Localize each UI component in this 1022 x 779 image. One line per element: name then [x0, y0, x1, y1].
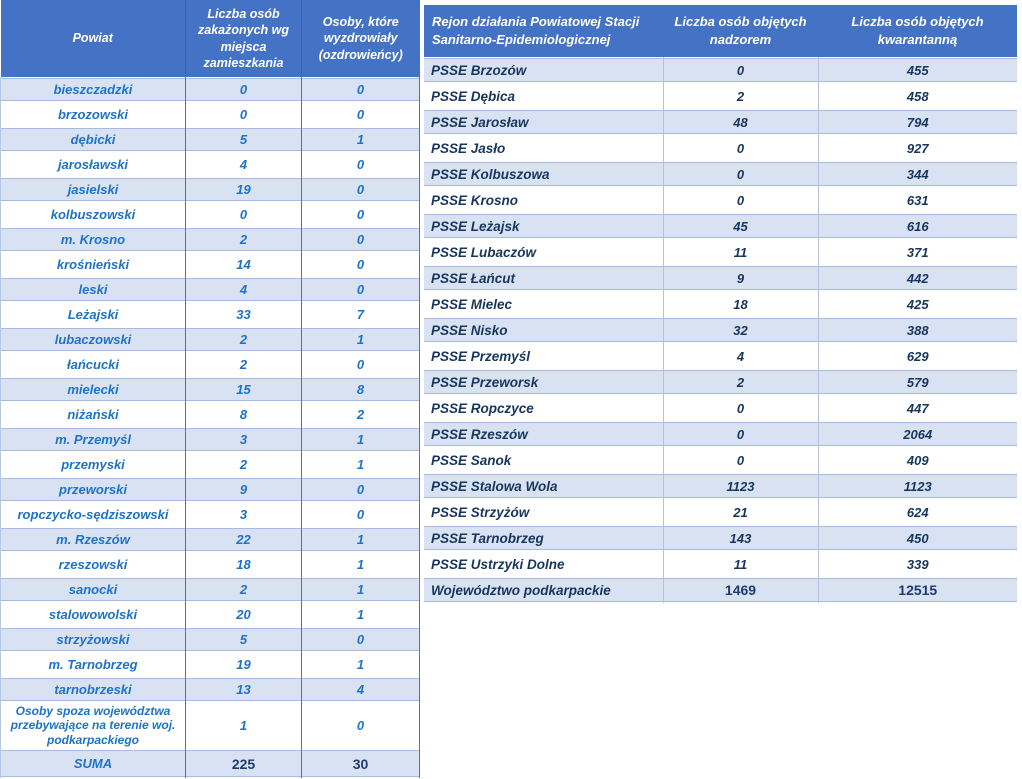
psse-table: [424, 5, 1017, 603]
suma-label: SUMA: [1, 749, 186, 778]
psse-region-name: PSSE Ropczyce: [424, 395, 663, 421]
recovered-count: 1: [302, 127, 420, 152]
supervision-count: 45: [663, 213, 818, 239]
table-row: [424, 369, 1017, 395]
psse-region-name: PSSE Ustrzyki Dolne: [424, 551, 663, 577]
psse-region-name: PSSE Dębica: [424, 83, 663, 109]
quarantine-count: 1123: [818, 473, 1017, 499]
infected-count: 9: [186, 477, 302, 502]
table-row: [1, 152, 420, 177]
recovered-count: 0: [302, 502, 420, 527]
header-psse-region: Rejon działania Powiatowej Stacji Sanitarno-Epidemiologicznej: [424, 5, 663, 57]
supervision-count: 0: [663, 421, 818, 447]
table-row: [424, 135, 1017, 161]
psse-region-name: PSSE Przeworsk: [424, 369, 663, 395]
supervision-count: 0: [663, 395, 818, 421]
recovered-count: 0: [302, 477, 420, 502]
table-row: [424, 83, 1017, 109]
recovered-count: 1: [302, 577, 420, 602]
powiat-name: brzozowski: [1, 102, 186, 127]
psse-region-name: PSSE Jasło: [424, 135, 663, 161]
powiat-name: przemyski: [1, 452, 186, 477]
table-row: [424, 161, 1017, 187]
table-row: [424, 473, 1017, 499]
powiat-name: przeworski: [1, 477, 186, 502]
supervision-count: 0: [663, 57, 818, 83]
powiat-name: strzyżowski: [1, 627, 186, 652]
powiat-name: sanocki: [1, 577, 186, 602]
quarantine-count: 927: [818, 135, 1017, 161]
supervision-count: 9: [663, 265, 818, 291]
infected-count: 2: [186, 577, 302, 602]
infected-count: 15: [186, 377, 302, 402]
infected-count: 8: [186, 402, 302, 427]
table-row: [1, 227, 420, 252]
psse-table-header: [424, 5, 1017, 57]
table-row-voivodeship-total: [424, 577, 1017, 603]
psse-region-name: PSSE Przemyśl: [424, 343, 663, 369]
quarantine-count: 458: [818, 83, 1017, 109]
powiat-table-header: [1, 0, 420, 77]
recovered-count: 0: [302, 202, 420, 227]
supervision-count: 48: [663, 109, 818, 135]
header-powiat: Powiat: [1, 0, 186, 77]
table-row: [1, 652, 420, 677]
table-row: [424, 265, 1017, 291]
supervision-count: 11: [663, 239, 818, 265]
powiat-name: krośnieński: [1, 252, 186, 277]
quarantine-count: 344: [818, 161, 1017, 187]
powiat-name: mielecki: [1, 377, 186, 402]
quarantine-count: 579: [818, 369, 1017, 395]
powiat-name: stalowowolski: [1, 602, 186, 627]
quarantine-count: 450: [818, 525, 1017, 551]
table-row: [424, 317, 1017, 343]
supervision-total: 1469: [663, 577, 818, 603]
psse-region-name: PSSE Tarnobrzeg: [424, 525, 663, 551]
recovered-count: 0: [302, 352, 420, 377]
powiat-name: lubaczowski: [1, 327, 186, 352]
quarantine-count: 409: [818, 447, 1017, 473]
recovered-count: 0: [302, 152, 420, 177]
quarantine-count: 442: [818, 265, 1017, 291]
table-row: [1, 552, 420, 577]
psse-region-name: PSSE Kolbuszowa: [424, 161, 663, 187]
table-row: [424, 447, 1017, 473]
quarantine-count: 447: [818, 395, 1017, 421]
infected-count: 0: [186, 77, 302, 102]
supervision-count: 2: [663, 369, 818, 395]
table-row-suma: [1, 749, 420, 778]
infected-count: 2: [186, 452, 302, 477]
table-row: [1, 252, 420, 277]
table-row: [1, 577, 420, 602]
suma-infected-total: 225: [186, 749, 302, 778]
infected-count: 2: [186, 327, 302, 352]
table-row: [1, 502, 420, 527]
powiat-name: leski: [1, 277, 186, 302]
table-row: [424, 343, 1017, 369]
voivodeship-label: Województwo podkarpackie: [424, 577, 663, 603]
powiat-name: niżański: [1, 402, 186, 427]
supervision-count: 0: [663, 161, 818, 187]
psse-region-name: PSSE Lubaczów: [424, 239, 663, 265]
table-row: [1, 302, 420, 327]
recovered-count: 0: [302, 252, 420, 277]
quarantine-count: 631: [818, 187, 1017, 213]
quarantine-count: 339: [818, 551, 1017, 577]
infected-count: 1: [186, 702, 302, 749]
psse-region-name: PSSE Sanok: [424, 447, 663, 473]
recovered-count: 2: [302, 402, 420, 427]
header-supervision: Liczba osób objętych nadzorem: [663, 5, 818, 57]
recovered-count: 1: [302, 452, 420, 477]
recovered-count: 0: [302, 227, 420, 252]
table-row: [1, 202, 420, 227]
recovered-count: 4: [302, 677, 420, 702]
recovered-count: 1: [302, 327, 420, 352]
quarantine-count: 425: [818, 291, 1017, 317]
recovered-count: 1: [302, 602, 420, 627]
supervision-count: 143: [663, 525, 818, 551]
infected-count: 33: [186, 302, 302, 327]
recovered-count: 8: [302, 377, 420, 402]
table-row: [1, 402, 420, 427]
table-row: [1, 452, 420, 477]
recovered-count: 0: [302, 277, 420, 302]
supervision-count: 18: [663, 291, 818, 317]
supervision-count: 1123: [663, 473, 818, 499]
quarantine-total: 12515: [818, 577, 1017, 603]
infected-count: 5: [186, 127, 302, 152]
psse-region-name: PSSE Łańcut: [424, 265, 663, 291]
powiat-name: łańcucki: [1, 352, 186, 377]
recovered-count: 0: [302, 702, 420, 749]
table-row: [1, 127, 420, 152]
supervision-count: 4: [663, 343, 818, 369]
table-row: [1, 427, 420, 452]
table-row: [1, 177, 420, 202]
powiat-name: rzeszowski: [1, 552, 186, 577]
infected-count: 0: [186, 102, 302, 127]
powiat-name: m. Przemyśl: [1, 427, 186, 452]
infected-count: 18: [186, 552, 302, 577]
psse-region-name: PSSE Stalowa Wola: [424, 473, 663, 499]
recovered-count: 1: [302, 427, 420, 452]
quarantine-count: 794: [818, 109, 1017, 135]
header-recovered: Osoby, które wyzdrowiały (ozdrowieńcy): [302, 0, 420, 77]
recovered-count: 1: [302, 527, 420, 552]
powiat-name: Leżajski: [1, 302, 186, 327]
powiat-name: tarnobrzeski: [1, 677, 186, 702]
table-row: [1, 77, 420, 102]
supervision-count: 32: [663, 317, 818, 343]
table-row: [1, 102, 420, 127]
table-row: [1, 327, 420, 352]
psse-region-name: PSSE Mielec: [424, 291, 663, 317]
powiat-name: bieszczadzki: [1, 77, 186, 102]
psse-region-name: PSSE Nisko: [424, 317, 663, 343]
table-row: [424, 239, 1017, 265]
header-quarantine: Liczba osób objętych kwarantanną: [818, 5, 1017, 57]
header-infected: Liczba osób zakażonych wg miejsca zamieszkania: [186, 0, 302, 77]
table-row: [1, 352, 420, 377]
infected-count: 14: [186, 252, 302, 277]
powiat-name: kolbuszowski: [1, 202, 186, 227]
infected-count: 3: [186, 427, 302, 452]
powiat-name: dębicki: [1, 127, 186, 152]
supervision-count: 11: [663, 551, 818, 577]
supervision-count: 0: [663, 447, 818, 473]
infected-count: 19: [186, 652, 302, 677]
powiat-name: Osoby spoza województwa przebywające na terenie woj. podkarpackiego: [1, 702, 186, 749]
psse-region-name: PSSE Leżajsk: [424, 213, 663, 239]
recovered-count: 1: [302, 652, 420, 677]
quarantine-count: 455: [818, 57, 1017, 83]
infected-count: 2: [186, 352, 302, 377]
infected-count: 0: [186, 202, 302, 227]
psse-region-name: PSSE Krosno: [424, 187, 663, 213]
supervision-count: 0: [663, 187, 818, 213]
recovered-count: 0: [302, 177, 420, 202]
table-row: [424, 395, 1017, 421]
infected-count: 2: [186, 227, 302, 252]
table-row: [424, 499, 1017, 525]
table-row: [1, 527, 420, 552]
recovered-count: 0: [302, 77, 420, 102]
infected-count: 5: [186, 627, 302, 652]
powiat-name: ropczycko-sędziszowski: [1, 502, 186, 527]
table-row: [1, 677, 420, 702]
table-row: [424, 421, 1017, 447]
quarantine-count: 624: [818, 499, 1017, 525]
table-row: [424, 187, 1017, 213]
table-row: [1, 377, 420, 402]
infected-count: 3: [186, 502, 302, 527]
powiat-name: m. Tarnobrzeg: [1, 652, 186, 677]
powiat-name: jasielski: [1, 177, 186, 202]
powiat-name: m. Rzeszów: [1, 527, 186, 552]
recovered-count: 7: [302, 302, 420, 327]
supervision-count: 21: [663, 499, 818, 525]
table-row: [1, 277, 420, 302]
quarantine-count: 371: [818, 239, 1017, 265]
supervision-count: 0: [663, 135, 818, 161]
table-row: [424, 291, 1017, 317]
psse-region-name: PSSE Brzozów: [424, 57, 663, 83]
psse-region-name: PSSE Rzeszów: [424, 421, 663, 447]
recovered-count: 0: [302, 102, 420, 127]
recovered-count: 1: [302, 552, 420, 577]
quarantine-count: 629: [818, 343, 1017, 369]
supervision-count: 2: [663, 83, 818, 109]
infected-count: 20: [186, 602, 302, 627]
infected-count: 22: [186, 527, 302, 552]
table-row: [424, 213, 1017, 239]
table-row: [424, 551, 1017, 577]
infected-count: 19: [186, 177, 302, 202]
quarantine-count: 616: [818, 213, 1017, 239]
psse-region-name: PSSE Jarosław: [424, 109, 663, 135]
psse-region-name: PSSE Strzyżów: [424, 499, 663, 525]
table-row: [424, 525, 1017, 551]
infected-count: 4: [186, 277, 302, 302]
powiat-name: jarosławski: [1, 152, 186, 177]
powiat-table: [0, 0, 420, 778]
powiat-name: m. Krosno: [1, 227, 186, 252]
table-row: [424, 57, 1017, 83]
table-row: [1, 602, 420, 627]
infected-count: 4: [186, 152, 302, 177]
suma-recovered-total: 30: [302, 749, 420, 778]
table-row-outside-voivodeship: [1, 702, 420, 749]
quarantine-count: 388: [818, 317, 1017, 343]
table-row: [1, 477, 420, 502]
table-row: [424, 109, 1017, 135]
quarantine-count: 2064: [818, 421, 1017, 447]
recovered-count: 0: [302, 627, 420, 652]
infected-count: 13: [186, 677, 302, 702]
table-row: [1, 627, 420, 652]
